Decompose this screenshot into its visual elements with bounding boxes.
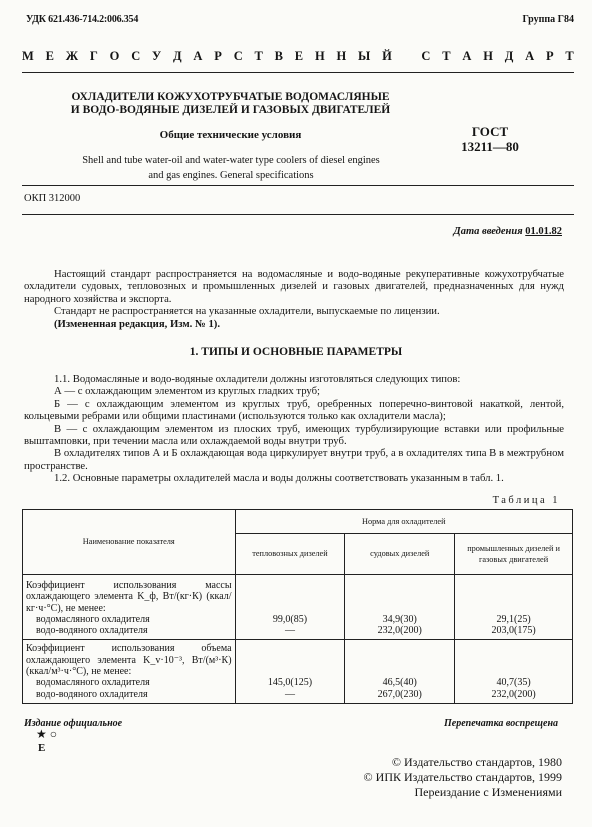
- ship-values: [345, 640, 455, 703]
- introduction-date: [454, 226, 562, 237]
- parameters-table: [22, 509, 573, 704]
- banner-letter: О: [109, 49, 120, 63]
- banner-letter: С: [131, 49, 141, 63]
- group-code: Группа Г84: [522, 14, 574, 25]
- title-line-1: ОХЛАДИТЕЛИ КОЖУХОТРУБЧАТЫЕ ВОДОМАСЛЯНЫЕ: [71, 91, 390, 103]
- banner-letter: Р: [545, 49, 554, 63]
- gost-label: ГОСТ: [471, 124, 509, 139]
- intro-date-value: 01.01.82: [525, 226, 562, 237]
- section-heading: 1. ТИПЫ И ОСНОВНЫЕ ПАРАМЕТРЫ: [189, 346, 403, 358]
- table-row: [23, 575, 573, 640]
- gost-number: 13211—80: [461, 139, 519, 154]
- water-oil-label: водомасляного охладителя: [36, 677, 150, 689]
- value-cell: 40,7(35): [496, 677, 531, 689]
- value-cell: 34,9(30): [382, 613, 417, 625]
- reissue-note: Переиздание с Изменениями: [414, 785, 562, 799]
- type-v-item: В — с охлаждающим элементом из плоских труб, имеющих турбулизирующие вставки или профильные выштамповки, при течении масла или охлаждаемой воды внутри труб.: [24, 422, 564, 448]
- water-water-label: водо-водяного охладителя: [36, 625, 148, 637]
- industrial-values: [455, 640, 573, 703]
- value-cell: —: [284, 688, 295, 700]
- header-rule: [22, 72, 574, 73]
- interstate-standard-banner: [22, 49, 574, 64]
- intro-text: [24, 268, 564, 330]
- row-description: Коэффициент использования массы охлаждающего элемента K_ф, Вт/(кг·К) (ккал/кг·ч·°С), не менее:: [26, 580, 232, 614]
- gost-designation: [460, 124, 520, 154]
- type-a-item: А — с охлаждающим элементом из круглых гладких труб;: [54, 385, 321, 398]
- okp-code: ОКП 312000: [24, 193, 81, 204]
- star-circle-icon: ★ ○: [36, 727, 58, 741]
- value-cell: 232,0(200): [491, 688, 536, 700]
- table-caption: Таблица 1: [492, 495, 560, 506]
- official-edition-label: Издание официальное: [24, 718, 123, 729]
- banner-letter: Д: [173, 49, 182, 63]
- clause-1-1: 1.1. Водомасляные и водо-водяные охладители должны изготовляться следующих типов:: [54, 373, 461, 385]
- banner-letter: Т: [254, 49, 263, 63]
- title-rule: [22, 185, 574, 186]
- banner-letter: В: [274, 49, 283, 63]
- col-header-name: Наименование показателя: [23, 510, 236, 575]
- row-label-cell: [23, 575, 236, 640]
- value-cell: 267,0(230): [377, 688, 422, 700]
- table-row: [23, 640, 573, 703]
- col-header-ship: судовых дизелей: [345, 534, 455, 575]
- english-title-line-2: and gas engines. General specifications: [148, 170, 314, 181]
- value-cell: 46,5(40): [382, 677, 417, 689]
- banner-letter: Й: [382, 49, 392, 63]
- col-header-locomotive: тепловозных дизелей: [235, 534, 345, 575]
- locomotive-values: [235, 575, 345, 640]
- banner-letter: С: [233, 49, 243, 63]
- udk-code: УДК 621.436-714.2:006.354: [26, 14, 139, 25]
- locomotive-values: [235, 640, 345, 703]
- banner-letter: Д: [504, 49, 514, 63]
- copyright-line: © Издательство стандартов, 1980: [391, 755, 562, 769]
- banner-letter: Р: [214, 49, 222, 63]
- banner-letter: Н: [336, 49, 347, 63]
- intro-paragraph: Настоящий стандарт распространяется на водомасляные и водо-водяные рекуперативные кожухотрубчатые охладители судовых, тепловозных и промышленных дизелей и газовых двигателей, предназначенных для нужд народного хозяйства и экспорта.: [24, 268, 564, 305]
- english-title-line-1: Shell and tube water-oil and water-water type coolers of diesel engines: [82, 155, 380, 166]
- industrial-values: [455, 575, 573, 640]
- reprint-notice: Перепечатка воспрещена: [444, 718, 558, 729]
- row-description: Коэффициент использования объема охлаждающего элемента K_v·10⁻³, Вт/(м³·К) (ккал/м³·ч·°С), не менее:: [26, 643, 232, 678]
- edition-letter: E: [38, 742, 46, 754]
- document-subtitle: Общие технические условия: [159, 129, 302, 141]
- water-oil-label: водомасляного охладителя: [36, 613, 150, 625]
- banner-letter: Е: [294, 49, 304, 63]
- banner-letter: А: [462, 49, 472, 63]
- copyright-block: [364, 755, 562, 800]
- banner-letter: Н: [314, 49, 325, 63]
- banner-letter: Ж: [65, 49, 79, 63]
- copyright-line: © ИПК Издательство стандартов, 1999: [363, 770, 562, 784]
- row-label-cell: [23, 640, 236, 703]
- banner-letter: С: [421, 49, 431, 63]
- banner-letter: Т: [442, 49, 451, 63]
- amendment-note: (Измененная редакция, Изм. № 1).: [54, 317, 221, 330]
- banner-letter: А: [525, 49, 535, 63]
- section-body: [24, 373, 564, 485]
- okp-rule: [22, 214, 574, 215]
- banner-letter: Е: [45, 49, 54, 63]
- banner-letter: У: [152, 49, 162, 63]
- title-line-2: И ВОДО-ВОДЯНЫЕ ДИЗЕЛЕЙ И ГАЗОВЫХ ДВИГАТЕЛЕЙ: [70, 104, 391, 116]
- banner-letter: Ы: [358, 49, 371, 63]
- ship-values: [345, 575, 455, 640]
- value-cell: 145,0(125): [267, 677, 313, 689]
- col-header-industrial: промышленных дизелей и газовых двигателей: [455, 534, 573, 575]
- value-cell: 99,0(85): [272, 613, 308, 625]
- value-cell: 232,0(200): [377, 625, 422, 637]
- water-water-label: водо-водяного охладителя: [36, 688, 148, 700]
- value-cell: 203,0(175): [491, 625, 536, 637]
- type-b-item: Б — с охлаждающим элементом из круглых труб, оребренных поперечно-винтовой накаткой, лентой, кольцевыми ребрами или общими пластинами (используются только как охладители масла);: [24, 397, 564, 423]
- intro-exclusion: Стандарт не распространяется на указанные охладители, выпускаемые по лицензии.: [54, 305, 440, 318]
- banner-letter: Н: [483, 49, 493, 63]
- document-title: [58, 91, 403, 117]
- clause-1-2: 1.2. Основные параметры охладителей масла и воды должны соответствовать указанным в табл. 1.: [54, 472, 504, 485]
- banner-letter: М: [22, 49, 34, 63]
- intro-date-label: Дата введения: [453, 226, 523, 237]
- col-header-norm: Норма для охладителей: [235, 510, 572, 534]
- types-circulation-note: В охладителях типов А и Б охлаждающая вода циркулирует внутри труб, а в охладителях типа В в межтрубном пространстве.: [24, 447, 564, 472]
- value-cell: 29,1(25): [496, 613, 531, 625]
- banner-letter: Т: [565, 49, 574, 63]
- banner-letter: [404, 49, 410, 64]
- english-title: [66, 153, 396, 183]
- banner-letter: А: [193, 49, 203, 63]
- value-cell: —: [284, 625, 295, 637]
- banner-letter: Г: [89, 49, 98, 63]
